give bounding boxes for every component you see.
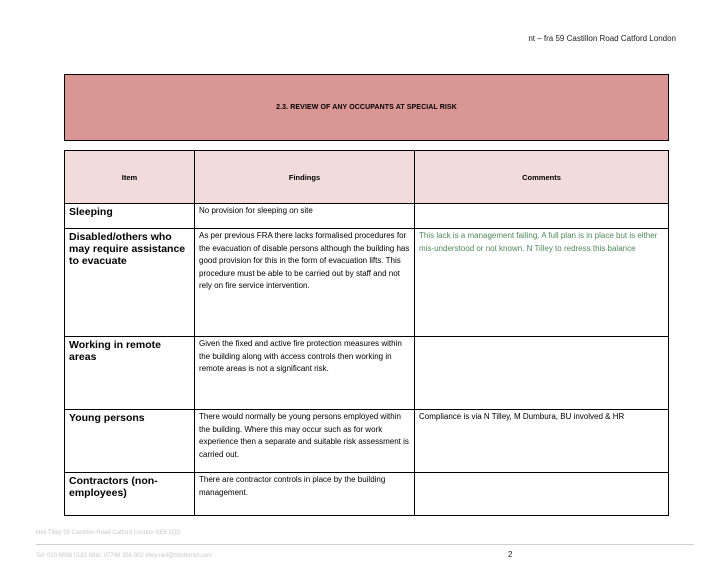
row-comments [415,473,669,516]
column-header-row [65,151,669,204]
page-number: 2 [508,550,513,559]
column-header-comments: Comments [415,151,669,204]
row-findings: There would normally be young persons employed within the building. Where this may occur such as for work experience then a separate and suitable risk assessment is carried out. [195,410,415,473]
row-comments [415,337,669,410]
footer-contact: Tel: 020 8698 0181 Mob: 07748 356 902 tilley.neil@btinternet.com [36,553,213,559]
row-item: Young persons [65,410,195,473]
table-row [65,473,669,516]
row-item: Working in remote areas [65,337,195,410]
footer-divider [36,544,694,545]
row-comments: Compliance is via N Tilley, M Dumbura, BU involved & HR [415,410,669,473]
table-title-row [65,75,669,141]
row-item: Contractors (non-employees) [65,473,195,516]
row-findings: As per previous FRA there lacks formalised procedures for the evacuation of disable persons although the building has good provision for this in the form of evacuation lifts. This procedure must be able to be carried out by staff and not rely on fire service intervention. [195,229,415,337]
row-findings: There are contractor controls in place by the building management. [195,473,415,516]
row-comments [415,204,669,229]
spacer-row [65,141,669,151]
table-row [65,204,669,229]
table-title: 2.3. REVIEW OF ANY OCCUPANTS AT SPECIAL RISK [65,75,669,141]
table-row [65,337,669,410]
running-header: nt – fra 59 Castillon Road Catford London [528,34,676,43]
footer-address: Neil Tilley 59 Castillon Road Catford London SE6 1QD [36,530,181,536]
column-header-findings: Findings [195,151,415,204]
column-header-item: Item [65,151,195,204]
row-findings: Given the fixed and active fire protection measures within the building along with access controls then working in remote areas is not a significant risk. [195,337,415,410]
row-item: Disabled/others who may require assistance to evacuate [65,229,195,337]
spacer-cell [65,141,669,151]
row-comments: This lack is a management failing. A full plan is in place but is either mis-understood or not known. N Tilley to redress this balance [415,229,669,337]
table-row [65,229,669,337]
special-risk-table [64,74,669,516]
table-row [65,410,669,473]
row-item: Sleeping [65,204,195,229]
row-findings: No provision for sleeping on site [195,204,415,229]
